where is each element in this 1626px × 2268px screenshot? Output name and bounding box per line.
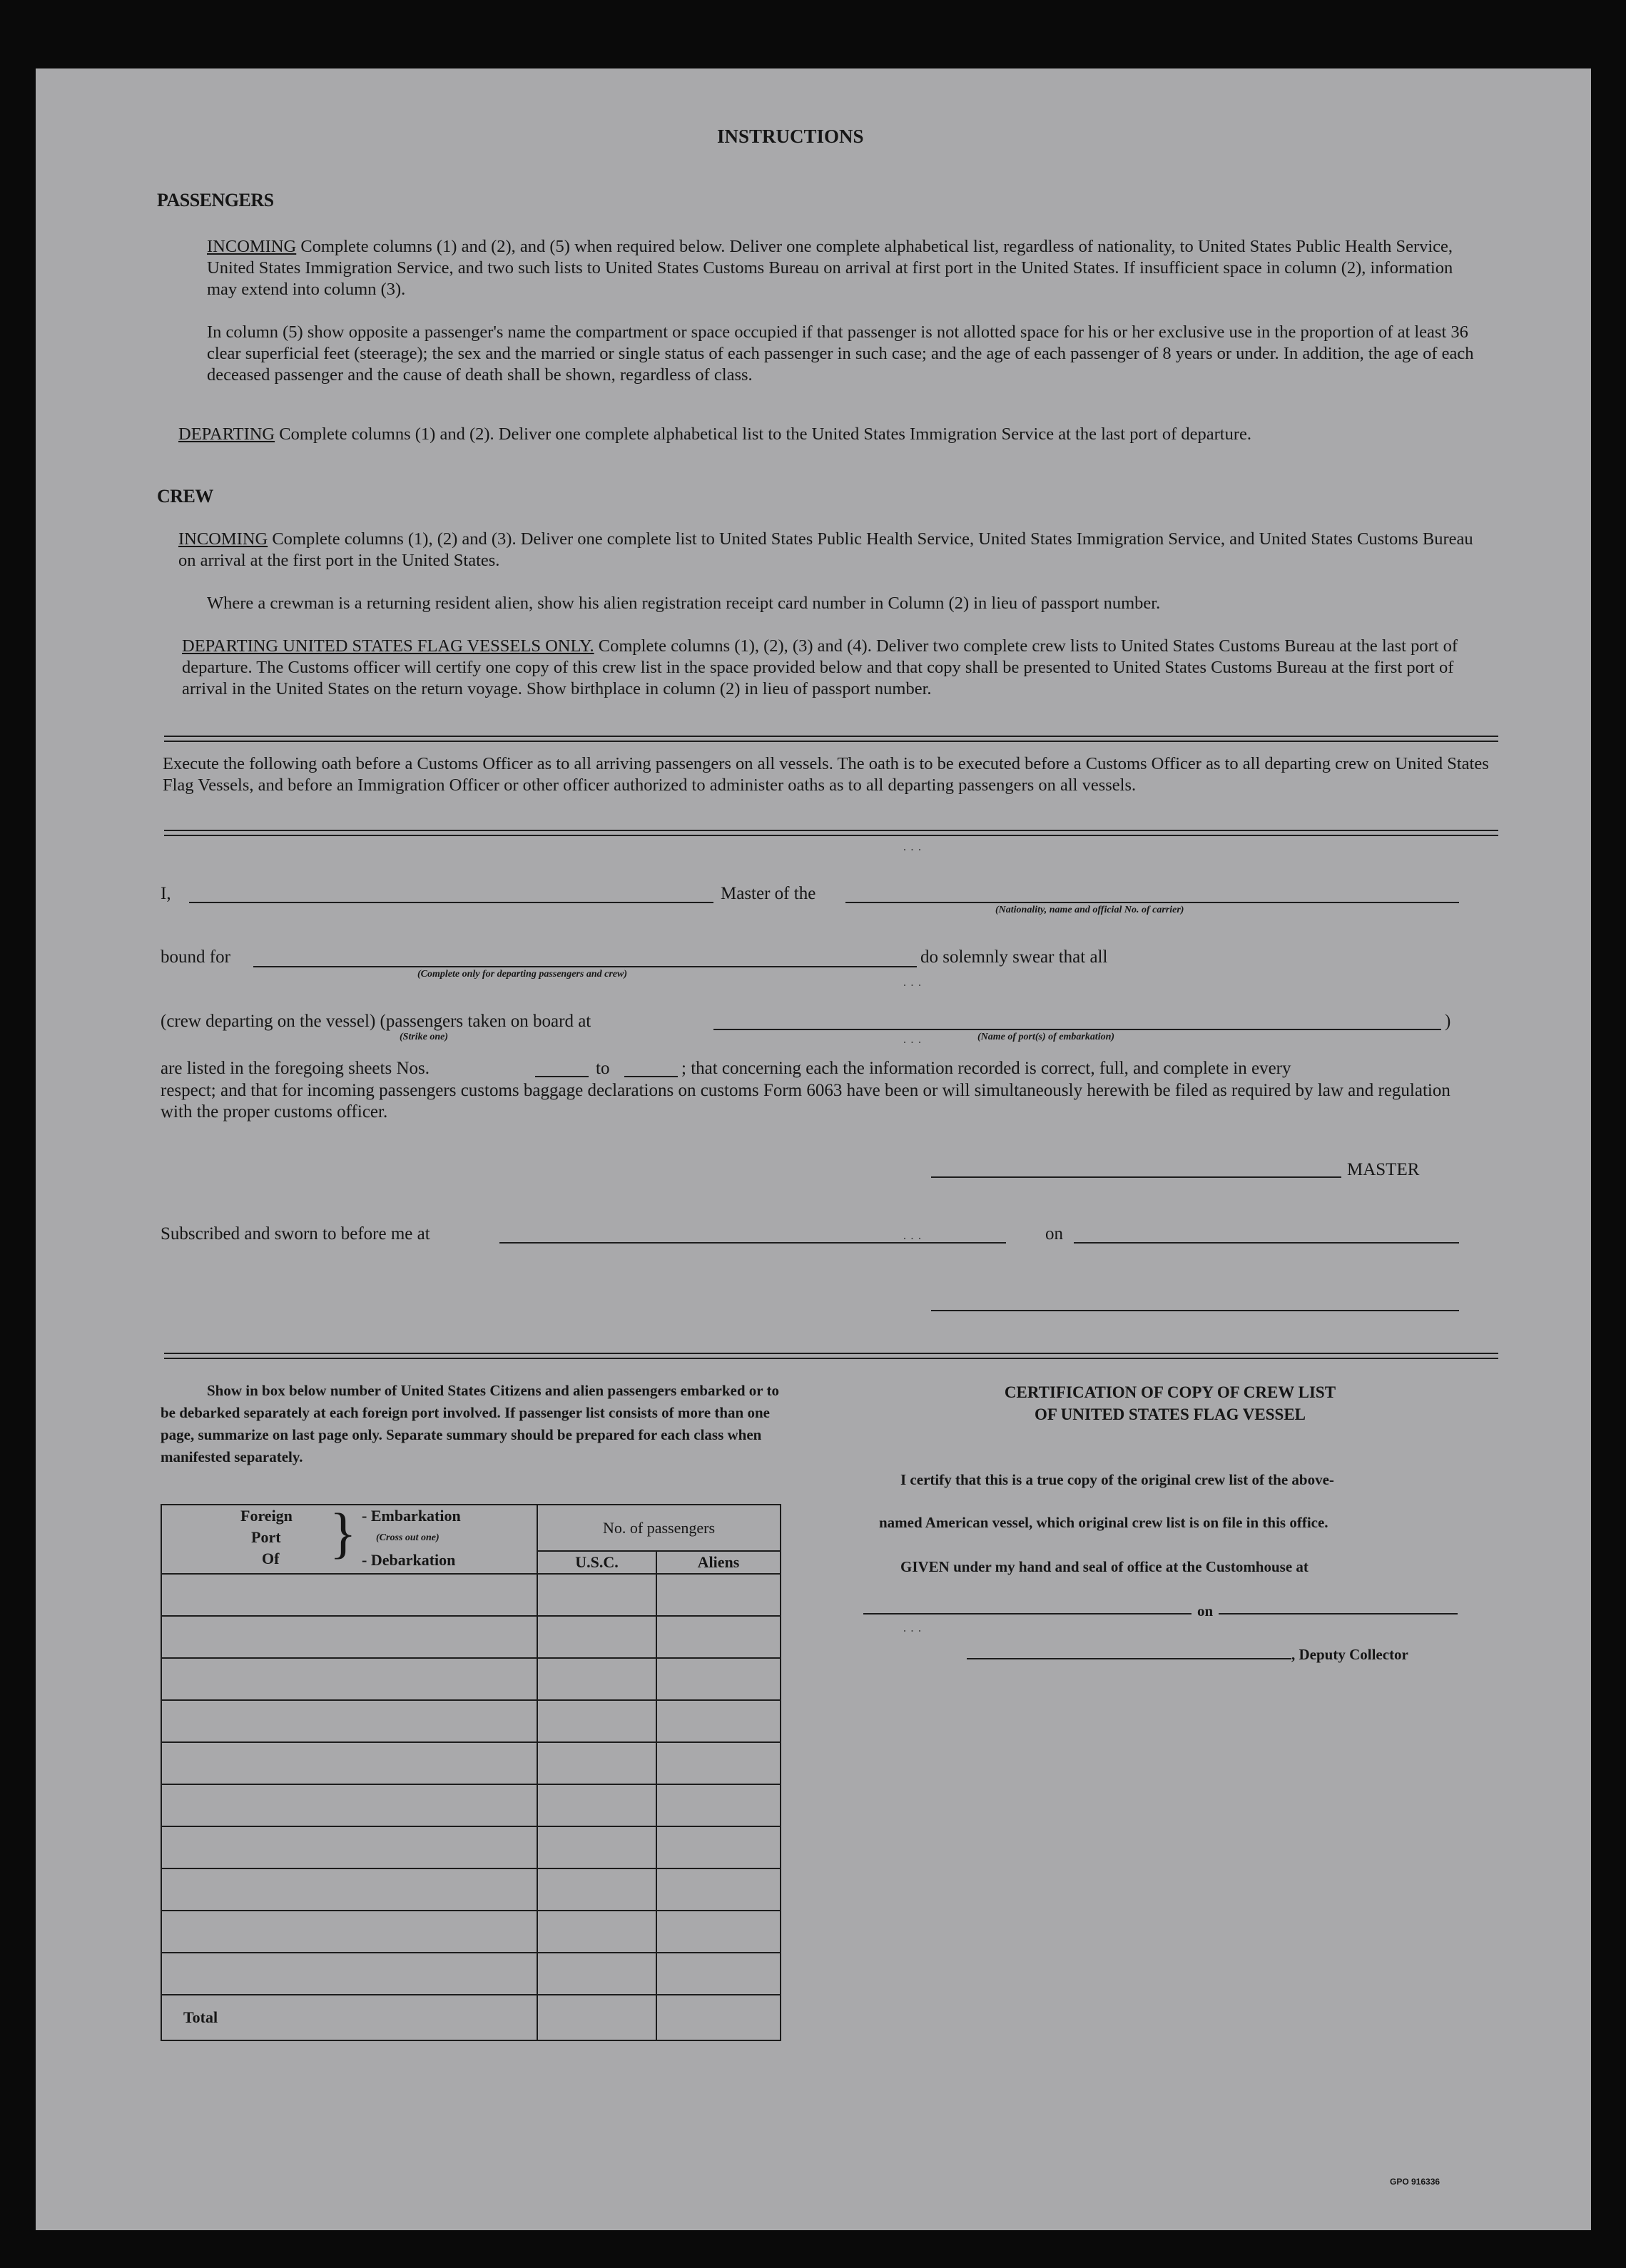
certification-title-line2: OF UNITED STATES FLAG VESSEL: [1034, 1405, 1306, 1423]
cross-out-label: (Cross out one): [376, 1532, 439, 1543]
listed-rest: respect; and that for incoming passengers customs baggage declarations on customs Form 6063 have been or will simultaneously herewith be filed as required by law and regulation with the proper customs officer.: [161, 1081, 1450, 1122]
embarkation-ports-field[interactable]: [713, 1029, 1441, 1030]
usc-cell[interactable]: [537, 1826, 656, 1868]
ports-sublabel: (Name of port(s) of embarkation): [977, 1032, 1115, 1042]
passengers-incoming-paragraph: [207, 236, 1477, 300]
crew-heading: CREW: [157, 486, 213, 507]
close-paren: ): [1445, 1012, 1451, 1031]
page-title: INSTRUCTIONS: [717, 126, 864, 147]
bound-for-field[interactable]: [253, 966, 917, 967]
aliens-cell[interactable]: [656, 1868, 781, 1911]
swear-label: do solemnly swear that all: [920, 947, 1108, 967]
aliens-cell[interactable]: [656, 1616, 781, 1658]
scan-mark: · · ·: [903, 1035, 922, 1049]
foreign-port-header: [161, 1502, 537, 1574]
passengers-incoming-text: Complete columns (1) and (2), and (5) when required below. Deliver one complete alphabetical list, regardless of nationality, to United States Public Health Service, United States Immigration Service, and two such lists to United States Customs Bureau on arrival at first port in the United States. If insufficient space in column (2), information may extend into column (3).: [207, 237, 1453, 299]
crew-departing-text: Complete columns (1), (2), (3) and (4). Deliver two complete crew lists to United States Customs Bureau at the last port of departure. The Customs officer will certify one copy of this crew list in the space provided below and that copy shall be presented to United States Customs Bureau at the first port of arrival in the United States on the return voyage. Show birthplace in column (2) in lieu of passport number.: [182, 636, 1458, 698]
col-port: Port: [251, 1528, 281, 1546]
scan-mark: · · ·: [903, 1624, 922, 1638]
aliens-cell[interactable]: [656, 1742, 781, 1784]
certification-date-field[interactable]: [1219, 1613, 1458, 1614]
deputy-collector-label: , Deputy Collector: [1291, 1646, 1408, 1663]
section-divider: [164, 736, 1498, 742]
strike-sublabel: (Strike one): [400, 1032, 449, 1042]
port-cell[interactable]: [161, 1953, 537, 1995]
passenger-summary-table: [161, 1504, 781, 2041]
port-cell[interactable]: [161, 1574, 537, 1616]
sworn-place-field[interactable]: [499, 1242, 1006, 1244]
aliens-cell[interactable]: [656, 1911, 781, 1953]
oath-instructions: Execute the following oath before a Customs Officer as to all arriving passengers on all vessels. The oath is to be executed before a Customs Officer as to all departing crew on United States Flag Vessels, and before an Immigration Officer or other officer authorized to administer oaths as to all departing passengers on all vessels.: [163, 754, 1489, 795]
master-label: MASTER: [1347, 1160, 1420, 1179]
certification-title-line1: CERTIFICATION OF COPY OF CREW LIST: [1004, 1383, 1336, 1401]
subscribed-label: Subscribed and sworn to before me at: [161, 1224, 430, 1244]
usc-cell[interactable]: [537, 1742, 656, 1784]
aliens-cell[interactable]: [656, 1953, 781, 1995]
port-cell[interactable]: [161, 1784, 537, 1826]
summary-instructions: Show in box below number of United States Citizens and alien passengers embarked or to be debarked separately at each foreign port involved. If passenger list consists of more than one page, summarize on last page only. Separate summary should be prepared for each class when manifested separately.: [161, 1382, 779, 1465]
port-cell[interactable]: [161, 1868, 537, 1911]
passengers-heading: PASSENGERS: [157, 190, 274, 210]
aliens-cell[interactable]: [656, 1784, 781, 1826]
crew-departing-paragraph: [182, 636, 1477, 700]
certification-on-label: on: [1197, 1602, 1214, 1619]
officer-signature-field[interactable]: [931, 1310, 1459, 1311]
sworn-on-label: on: [1045, 1224, 1063, 1244]
master-signature-field[interactable]: [931, 1176, 1341, 1178]
embarkation-label: - Embarkation: [362, 1507, 461, 1525]
sheet-to-field[interactable]: [624, 1076, 678, 1077]
scan-mark: · · ·: [903, 843, 922, 857]
debarkation-label: - Debarkation: [362, 1551, 456, 1569]
certification-title: [885, 1381, 1455, 1425]
aliens-cell[interactable]: [656, 1826, 781, 1868]
oath-i-label: I,: [161, 884, 171, 903]
crew-alien-paragraph: Where a crewman is a returning resident alien, show his alien registration receipt card number in Column (2) in lieu of passport number.: [207, 594, 1161, 613]
master-name-field[interactable]: [189, 902, 713, 903]
form-page: [36, 68, 1591, 2230]
port-cell[interactable]: [161, 1616, 537, 1658]
deputy-signature-field[interactable]: [967, 1658, 1291, 1659]
usc-cell[interactable]: [537, 1574, 656, 1616]
bound-for-label: bound for: [161, 947, 230, 967]
no-passengers-header: No. of passengers: [537, 1505, 781, 1551]
footer-code: GPO 916336: [1390, 2177, 1440, 2187]
passengers-column5-paragraph: In column (5) show opposite a passenger's name the compartment or space occupied if that passenger is not allotted space for his or her exclusive use in the proportion of at least 36 clear superficial feet (steerage); the sex and the married or single status of each passenger in such case; and the age of each passenger of 8 years or under. In addition, the age of each deceased passenger and the cause of death shall be shown, regardless of class.: [207, 322, 1474, 385]
crew-incoming-paragraph: [178, 529, 1477, 571]
crew-departing-label: DEPARTING UNITED STATES FLAG VESSELS ONLY.: [182, 636, 594, 656]
crew-passengers-label: (crew departing on the vessel) (passengers taken on board at: [161, 1012, 591, 1031]
certification-line2: named American vessel, which original crew list is on file in this office.: [879, 1514, 1328, 1531]
port-cell[interactable]: [161, 1700, 537, 1742]
port-cell[interactable]: [161, 1911, 537, 1953]
bound-for-sublabel: (Complete only for departing passengers and crew): [417, 969, 627, 980]
carrier-field[interactable]: [845, 902, 1459, 903]
scan-mark: · · ·: [903, 1231, 922, 1246]
to-label: to: [596, 1059, 610, 1078]
carrier-sublabel: (Nationality, name and official No. of carrier): [995, 905, 1184, 915]
crew-incoming-text: Complete columns (1), (2) and (3). Deliver one complete list to United States Public Health Service, United States Immigration Service, and United States Customs Bureau on arrival at the first port in the United States.: [178, 529, 1473, 570]
sheet-from-field[interactable]: [535, 1076, 589, 1077]
usc-cell[interactable]: [537, 1784, 656, 1826]
master-of-label: Master of the: [721, 884, 816, 903]
passengers-departing-text: Complete columns (1) and (2). Deliver one complete alphabetical list to the United States Immigration Service at the last port of departure.: [279, 424, 1251, 444]
port-cell[interactable]: [161, 1742, 537, 1784]
usc-cell[interactable]: [537, 1953, 656, 1995]
col-of: Of: [262, 1550, 280, 1567]
passengers-departing-label: DEPARTING: [178, 424, 275, 444]
usc-cell[interactable]: [537, 1616, 656, 1658]
col-foreign: Foreign: [240, 1507, 293, 1525]
sworn-date-field[interactable]: [1074, 1242, 1459, 1244]
listed-suffix: ; that concerning each the information recorded is correct, full, and complete in every: [681, 1059, 1291, 1078]
customhouse-field[interactable]: [863, 1613, 1191, 1614]
port-cell[interactable]: [161, 1658, 537, 1700]
certification-line3: GIVEN under my hand and seal of office at the Customhouse at: [900, 1558, 1309, 1575]
aliens-cell[interactable]: [656, 1700, 781, 1742]
usc-cell[interactable]: [537, 1658, 656, 1700]
certification-line1: I certify that this is a true copy of the original crew list of the above-: [900, 1471, 1334, 1488]
section-divider: [164, 1353, 1498, 1359]
crew-incoming-label: INCOMING: [178, 529, 268, 549]
usc-cell[interactable]: [537, 1911, 656, 1953]
port-cell[interactable]: [161, 1826, 537, 1868]
scan-mark: · · ·: [903, 978, 922, 992]
usc-cell[interactable]: [537, 1700, 656, 1742]
listed-prefix: are listed in the foregoing sheets Nos.: [161, 1059, 430, 1078]
aliens-cell[interactable]: [656, 1574, 781, 1616]
aliens-total-cell[interactable]: [656, 1995, 781, 2040]
brace-icon: }: [330, 1502, 357, 1564]
usc-cell[interactable]: [537, 1868, 656, 1911]
passengers-incoming-label: INCOMING: [207, 237, 297, 256]
total-label: Total: [161, 1995, 537, 2040]
passengers-departing-paragraph: [178, 424, 1477, 445]
aliens-header: Aliens: [656, 1551, 781, 1574]
aliens-cell[interactable]: [656, 1658, 781, 1700]
usc-total-cell[interactable]: [537, 1995, 656, 2040]
section-divider: [164, 830, 1498, 836]
usc-header: U.S.C.: [537, 1551, 656, 1574]
